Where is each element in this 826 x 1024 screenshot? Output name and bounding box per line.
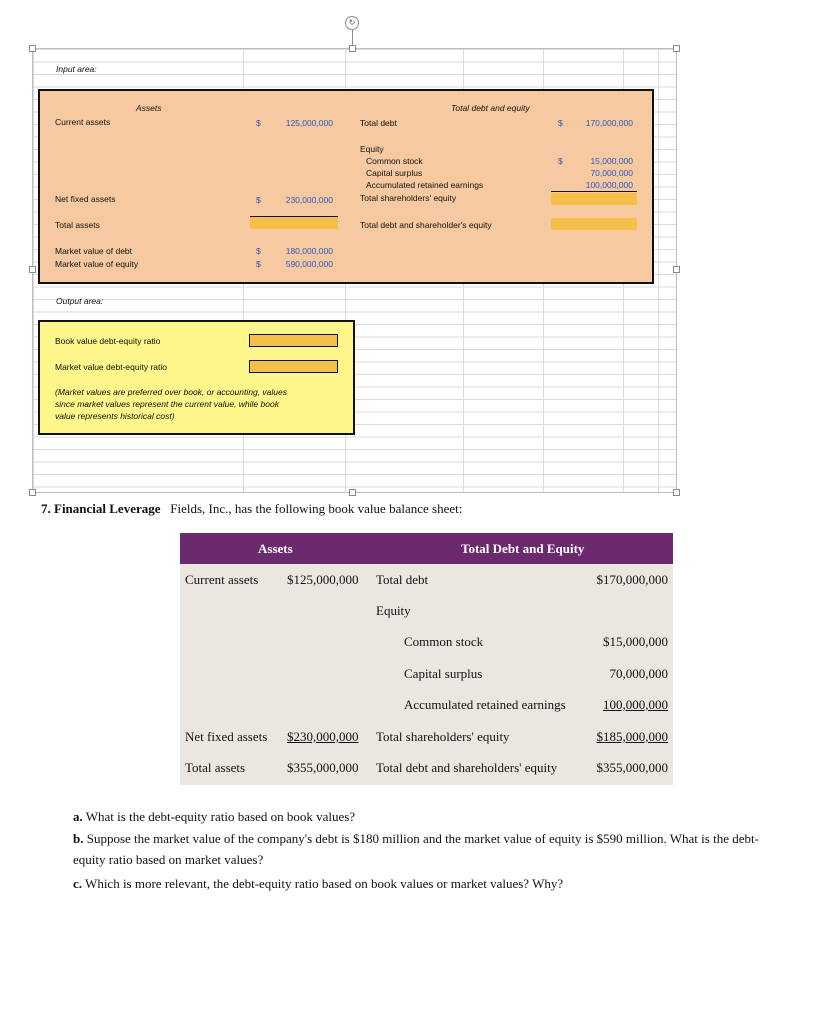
tbl-total-debt-equity-label: Total debt and shareholders' equity <box>376 760 558 775</box>
common-stock-dollar: $ <box>558 156 563 166</box>
common-stock-label: Common stock <box>366 156 423 166</box>
total-equity-label: Total shareholders' equity <box>360 193 457 203</box>
output-area-label: Output area: <box>56 296 104 306</box>
input-area-label: Input area: <box>56 64 97 74</box>
debt-equity-header: Total debt and equity <box>451 103 530 113</box>
capital-surplus-label: Capital surplus <box>366 168 423 178</box>
resize-handle-right[interactable] <box>673 266 680 273</box>
common-stock-value: 15,000,000 <box>590 156 633 166</box>
market-debt-dollar: $ <box>256 246 261 256</box>
market-debt-value: 180,000,000 <box>285 246 333 256</box>
header-debt-equity: Total Debt and Equity <box>461 541 585 556</box>
problem-title: 7. Financial Leverage <box>41 501 161 516</box>
tbl-total-assets-value: $355,000,000 <box>287 760 359 775</box>
market-equity-value: 590,000,000 <box>285 259 333 269</box>
total-assets-cell[interactable] <box>250 217 338 229</box>
net-fixed-assets-value: 230,000,000 <box>285 195 333 205</box>
balance-sheet-header <box>180 533 673 564</box>
tbl-equity-label: Equity <box>376 603 411 618</box>
rotate-icon[interactable]: ↻ <box>345 16 359 30</box>
capital-surplus-value: 70,000,000 <box>590 168 633 178</box>
market-ratio-cell[interactable] <box>249 360 338 373</box>
retained-earnings-value: 100,000,000 <box>585 180 633 190</box>
resize-handle-left[interactable] <box>29 266 36 273</box>
book-ratio-label: Book value debt-equity ratio <box>55 336 161 346</box>
resize-handle-top[interactable] <box>349 45 356 52</box>
total-debt-dollar: $ <box>558 118 563 128</box>
tbl-common-stock-label: Common stock <box>404 634 484 649</box>
resize-handle-bottom-left[interactable] <box>29 489 36 496</box>
total-assets-label: Total assets <box>55 220 100 230</box>
tbl-retained-earnings-label: Accumulated retained earnings <box>404 697 566 712</box>
tbl-total-debt-equity-value: $355,000,000 <box>596 760 668 775</box>
tbl-common-stock-value: $15,000,000 <box>603 634 668 649</box>
total-debt-value: 170,000,000 <box>585 118 633 128</box>
current-assets-dollar: $ <box>256 118 261 128</box>
tbl-net-fixed-assets-value: $230,000,000 <box>287 729 359 744</box>
resize-handle-top-right[interactable] <box>673 45 680 52</box>
tbl-total-debt-value: $170,000,000 <box>596 572 668 587</box>
tbl-net-fixed-assets-label: Net fixed assets <box>185 729 268 744</box>
question-a-letter: a. <box>73 809 83 824</box>
tbl-total-equity-value: $185,000,000 <box>596 729 668 744</box>
total-debt-label: Total debt <box>360 118 397 128</box>
resize-handle-top-left[interactable] <box>29 45 36 52</box>
total-equity-cell[interactable] <box>551 193 637 205</box>
tbl-current-assets-value: $125,000,000 <box>287 572 359 587</box>
question-a-text: What is the debt-equity ratio based on book values? <box>85 809 356 824</box>
resize-handle-bottom-right[interactable] <box>673 489 680 496</box>
header-assets: Assets <box>258 541 293 556</box>
question-c-text: Which is more relevant, the debt-equity ratio based on book values or market values? Why? <box>85 876 564 891</box>
market-equity-dollar: $ <box>256 259 261 269</box>
total-debt-equity-label: Total debt and shareholder's equity <box>360 220 492 230</box>
question-b <box>73 828 773 870</box>
tbl-capital-surplus-value: 70,000,000 <box>609 666 668 681</box>
market-ratio-label: Market value debt-equity ratio <box>55 362 167 372</box>
tbl-capital-surplus-label: Capital surplus <box>404 666 483 681</box>
net-fixed-assets-dollar: $ <box>256 195 261 205</box>
equity-label: Equity <box>360 144 384 154</box>
balance-sheet-table <box>180 533 673 785</box>
tbl-total-debt-label: Total debt <box>376 572 429 587</box>
market-equity-label: Market value of equity <box>55 259 139 269</box>
problem-intro-line <box>41 501 462 517</box>
total-debt-equity-cell[interactable] <box>551 218 637 230</box>
problem-intro: Fields, Inc., has the following book value balance sheet: <box>170 501 463 516</box>
book-ratio-cell[interactable] <box>249 334 338 347</box>
question-a <box>73 806 773 827</box>
retained-earnings-label: Accumulated retained earnings <box>366 180 484 190</box>
market-debt-label: Market value of debt <box>55 246 133 256</box>
assets-header: Assets <box>136 103 162 113</box>
tbl-current-assets-label: Current assets <box>185 572 259 587</box>
question-b-letter: b. <box>73 831 84 846</box>
equity-subtotal-line <box>551 191 637 192</box>
question-b-text: Suppose the market value of the company's debt is $180 million and the market value of equity is $590 million. What is the debt-equity ratio based on market values? <box>73 831 759 867</box>
note-line-2: since market values represent the current value, while book <box>55 399 279 409</box>
tbl-retained-earnings-value: 100,000,000 <box>603 697 668 712</box>
tbl-total-assets-label: Total assets <box>185 760 246 775</box>
net-fixed-assets-label: Net fixed assets <box>55 194 116 204</box>
question-c-letter: c. <box>73 876 83 891</box>
tbl-total-equity-label: Total shareholders' equity <box>376 729 510 744</box>
current-assets-label: Current assets <box>55 117 111 127</box>
current-assets-value: 125,000,000 <box>285 118 333 128</box>
note-line-3: value represents historical cost) <box>55 411 175 421</box>
note-line-1: (Market values are preferred over book, or accounting, values <box>55 387 287 397</box>
question-c <box>73 873 773 894</box>
resize-handle-bottom[interactable] <box>349 489 356 496</box>
